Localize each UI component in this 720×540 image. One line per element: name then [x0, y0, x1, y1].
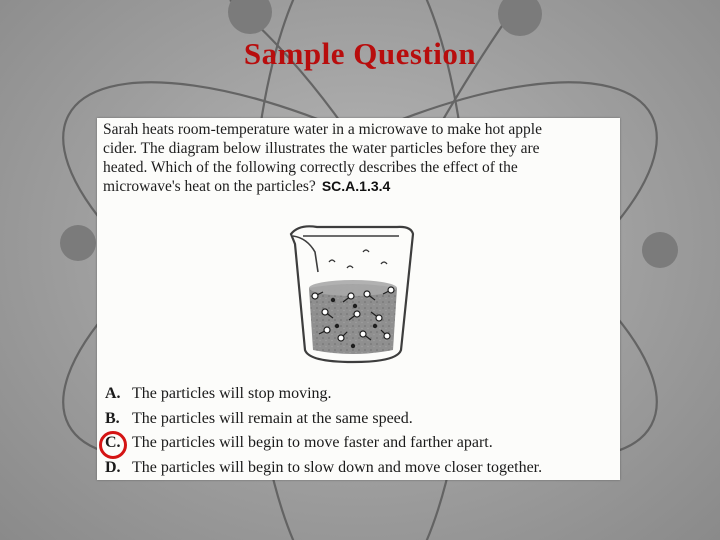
answer-choices [105, 382, 617, 480]
particle [329, 260, 335, 262]
answer-text: The particles will begin to slow down and move closer together. [132, 458, 543, 476]
particle [353, 304, 357, 308]
electron-dot [60, 225, 96, 261]
question-line-last [103, 177, 615, 196]
particle [335, 324, 339, 328]
particle [312, 293, 318, 299]
particle [364, 291, 370, 297]
particle [351, 344, 355, 348]
particle [376, 315, 382, 321]
beaker-diagram [285, 222, 421, 364]
particle [363, 250, 369, 252]
answer-choice-c[interactable] [105, 431, 617, 456]
particle [322, 309, 328, 315]
question-card [97, 118, 620, 480]
particle [348, 293, 354, 299]
question-line: cider. The diagram below illustrates the water particles before they are [103, 140, 540, 157]
particle [388, 287, 394, 293]
particle [360, 331, 366, 337]
answer-text: The particles will stop moving. [132, 385, 332, 402]
answer-text: The particles will begin to move faster and farther apart. [132, 434, 493, 451]
question-text [103, 120, 615, 196]
question-line: Sarah heats room-temperature water in a microwave to make hot apple [103, 121, 542, 138]
answer-letter: B. [105, 409, 120, 427]
particle [324, 327, 330, 333]
particle [354, 311, 360, 317]
electron-dot [642, 232, 678, 268]
answer-choice-a[interactable] [105, 382, 617, 407]
particle [347, 266, 353, 268]
answer-letter: C. [105, 434, 121, 451]
particle [384, 333, 390, 339]
electron-dot [228, 0, 272, 34]
question-line: microwave's heat on the particles? [103, 178, 316, 195]
answer-choice-d[interactable] [105, 456, 617, 481]
answer-text: The particles will remain at the same speed. [132, 409, 413, 427]
particle [381, 262, 387, 264]
standard-code: SC.A.1.3.4 [321, 178, 391, 194]
particle [331, 298, 335, 302]
question-line: heated. Which of the following correctly describes the effect of the [103, 159, 518, 176]
particle [338, 335, 344, 341]
answer-letter: D. [105, 458, 121, 476]
answer-choice-b[interactable] [105, 407, 617, 432]
particle [373, 324, 377, 328]
slide-title: Sample Question [243, 36, 477, 71]
answer-letter: A. [105, 385, 121, 402]
electron-dot [498, 0, 542, 36]
